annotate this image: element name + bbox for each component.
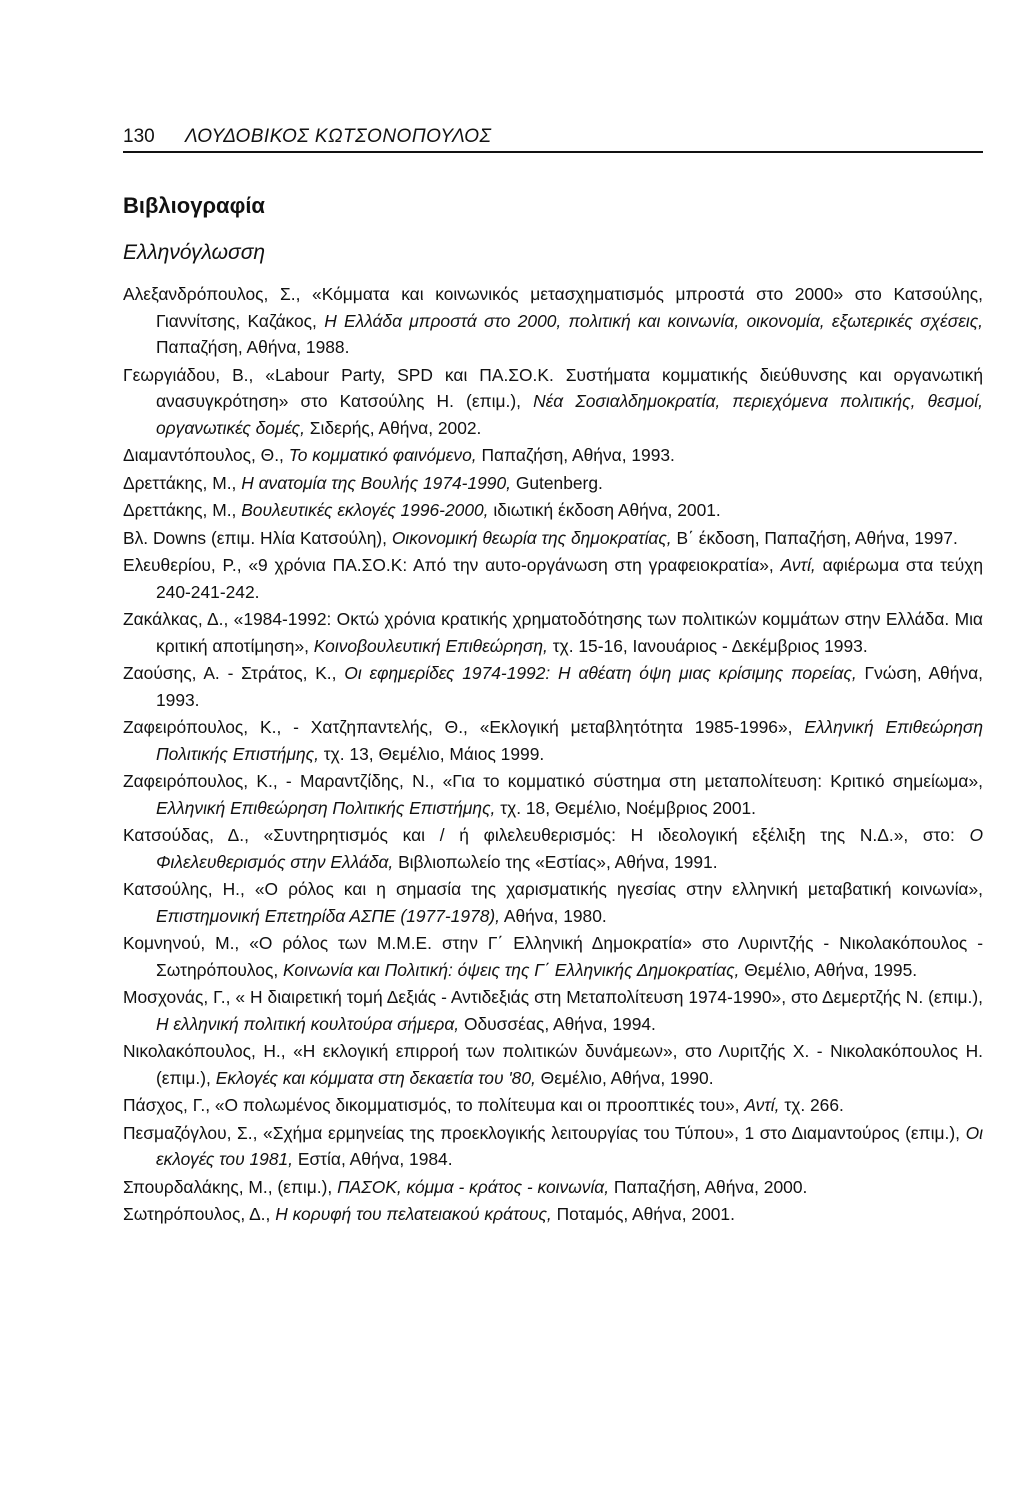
entry-title-italic: Νέα Σοσιαλδημοκρατία, περιεχόμενα πολιτικής, θεσμοί, οργανωτικές δομές, [156, 391, 983, 438]
entry-text: Εστία, Αθήνα, 1984. [293, 1149, 453, 1169]
entry-text: Γνώση, Αθήνα, 1993. [156, 663, 983, 710]
entry-title-italic: Το κομματικό φαινόμενο, [288, 445, 477, 465]
entry-text: Κατσούδας, Δ., «Συντηρητισμός και / ή φιλελευθερισμός: Η ιδεολογική εξέλιξη της Ν.Δ.», στο: [123, 825, 970, 845]
bibliography-list [123, 281, 983, 1228]
entry-text: Πάσχος, Γ., «Ο πολωμένος δικομματισμός, το πολίτευμα και οι προοπτικές του», [123, 1095, 745, 1115]
entry-title-italic: Η Ελλάδα μπροστά στο 2000, πολιτική και κοινωνία, οικονομία, εξωτερικές σχέσεις, [324, 310, 983, 331]
entry-title-italic: Ελληνική Επιθεώρηση Πολιτικής Επιστήμης, [156, 797, 496, 818]
bibliography-entry-e08 [123, 606, 983, 659]
entry-text: Θεμέλιο, Αθήνα, 1990. [535, 1067, 714, 1088]
entry-title-italic: Ο Φιλελευθερισμός στην Ελλάδα, [156, 825, 983, 872]
bibliography-entry-e17 [123, 1092, 983, 1119]
entry-text: Αθήνα, 1980. [499, 905, 607, 926]
bibliography-entry-e13 [123, 876, 983, 929]
entry-text: Σπουρδαλάκης, Μ., (επιμ.), [123, 1176, 338, 1197]
bibliography-entry-e03 [123, 442, 983, 469]
entry-text: Ζαφειρόπουλος, Κ., - Χατζηπαντελής, Θ., «Εκλογική μεταβλητότητα 1985-1996», [123, 717, 805, 737]
entry-text: τχ. 13, Θεμέλιο, Μάιος 1999. [318, 743, 545, 764]
bibliography-entry-e19 [123, 1174, 983, 1201]
entry-text: τχ. 15-16, Ιανουάριος - Δεκέμβριος 1993. [547, 635, 868, 656]
entry-title-italic: Επιστημονική Επετηρίδα ΑΣΠΕ (1977-1978), [156, 905, 500, 926]
bibliography-entry-e16 [123, 1038, 983, 1091]
entry-text: Ελευθερίου, Ρ., «9 χρόνια ΠΑ.ΣΟ.Κ: Από την αυτο-οργάνωση στη γραφειοκρατία», [123, 555, 781, 575]
entry-text: Δρεττάκης, Μ., [123, 500, 242, 520]
entry-title-italic: Η ανατομία της Βουλής 1974-1990, [241, 472, 511, 493]
entry-text: τχ. 18, Θεμέλιο, Νοέμβριος 2001. [495, 797, 756, 818]
running-head-author: ΛΟΥΔΟΒΙΚΟΣ ΚΩΤΣΟΝΟΠΟΥΛΟΣ [185, 126, 492, 147]
entry-text: Β΄ έκδοση, Παπαζήση, Αθήνα, 1997. [671, 527, 958, 548]
bibliography-entry-e05 [123, 497, 983, 524]
bibliography-entry-e12 [123, 822, 983, 875]
bibliography-entry-e06 [123, 525, 983, 552]
bibliography-entry-e20 [123, 1201, 983, 1228]
entry-text: Αλεξανδρόπουλος, Σ., «Κόμματα και κοινωνικός μετασχηματισμός μπροστά στο 2000» στο Κατσούλης, Γιαννίτσης, Καζάκος, [123, 284, 983, 331]
entry-text: Κομνηνού, Μ., «Ο ρόλος των Μ.Μ.Ε. στην Γ΄ Ελληνική Δημοκρατία» στο Λυριντζής - Νικολακόπουλος - Σωτηρόπουλος, [123, 933, 983, 980]
page-number: 130 [123, 126, 155, 147]
entry-text: Βλ. Downs (επιμ. Ηλία Κατσούλη), [123, 527, 392, 548]
bibliography-entry-e15 [123, 984, 983, 1037]
entry-text: Σωτηρόπουλος, Δ., [123, 1204, 276, 1224]
entry-text: Παπαζήση, Αθήνα, 1993. [476, 445, 675, 465]
entry-text: αφιέρωμα στα τεύχη 240-241-242. [156, 555, 983, 602]
entry-title-italic: Οικονομική θεωρία της δημοκρατίας, [391, 527, 672, 548]
entry-title-italic: Ελληνική Επιθεώρηση Πολιτικής Επιστήμης, [156, 717, 984, 764]
bibliography-entry-e01 [123, 281, 983, 361]
entry-title-italic: Η κορυφή του πελατειακού κράτους, [275, 1204, 552, 1224]
entry-text: Οδυσσέας, Αθήνα, 1994. [459, 1013, 656, 1034]
entry-text: Παπαζήση, Αθήνα, 2000. [609, 1176, 808, 1197]
bibliography-entry-e02 [123, 362, 983, 442]
entry-text: Βιβλιοπωλείο της «Εστίας», Αθήνα, 1991. [393, 851, 718, 872]
entry-title-italic: Κοινοβουλευτική Επιθεώρηση, [313, 635, 548, 656]
entry-text: Θεμέλιο, Αθήνα, 1995. [739, 959, 918, 980]
entry-text: Πεσμαζόγλου, Σ., «Σχήμα ερμηνείας της προεκλογικής λειτουργίας του Τύπου», 1 στο Διαμαντούρος (επιμ.), [123, 1122, 966, 1143]
entry-text: Ζαφειρόπουλος, Κ., - Μαραντζίδης, Ν., «Για το κομματικό σύστημα στη μεταπολίτευση: Κριτικό σημείωμα», [123, 771, 983, 791]
running-head [123, 126, 983, 153]
entry-text: Ζαούσης, Α. - Στράτος, Κ., [123, 663, 345, 683]
entry-title-italic: Αντί, [780, 555, 816, 575]
entry-title-italic: Οι εφημερίδες 1974-1992: Η αθέατη όψη μιας κρίσιμης πορείας, [344, 663, 857, 683]
entry-text: ιδιωτική έκδοση Αθήνα, 2001. [488, 500, 721, 520]
bibliography-entry-e07 [123, 552, 983, 605]
entry-text: τχ. 266. [779, 1095, 844, 1115]
entry-title-italic: Η ελληνική πολιτική κουλτούρα σήμερα, [156, 1013, 460, 1034]
entry-title-italic: Οι εκλογές του 1981, [156, 1122, 983, 1169]
book-page [123, 126, 983, 1229]
bibliography-entry-e14 [123, 930, 983, 983]
bibliography-entry-e04 [123, 470, 983, 497]
entry-text: Gutenberg. [510, 472, 603, 493]
bibliography-entry-e18 [123, 1120, 983, 1173]
entry-text: Ποταμός, Αθήνα, 2001. [551, 1204, 735, 1224]
entry-title-italic: Αντί, [744, 1095, 780, 1115]
bibliography-entry-e09 [123, 660, 983, 713]
entry-text: Μοσχονάς, Γ., « Η διαιρετική τομή Δεξιάς - Αντιδεξιάς στη Μεταπολίτευση 1974-1990», στο Δεμερτζής Ν. (επιμ.), [123, 987, 983, 1007]
section-title: Βιβλιογραφία [123, 193, 265, 218]
entry-text: Διαμαντόπουλος, Θ., [123, 445, 289, 465]
entry-title-italic: ΠΑΣΟΚ, κόμμα - κράτος - κοινωνία, [337, 1176, 610, 1197]
entry-text: Παπαζήση, Αθήνα, 1988. [156, 337, 350, 357]
entry-title-italic: Βουλευτικές εκλογές 1996-2000, [241, 500, 489, 520]
entry-text: Νικολακόπουλος, Η., «Η εκλογική επιρροή των πολιτικών δυνάμεων», στο Λυριτζής Χ. - Νικολακόπουλος Η.(επιμ.), [123, 1041, 983, 1088]
entry-title-italic: Εκλογές και κόμματα στη δεκαετία του '80, [215, 1067, 536, 1088]
entry-text: Σιδερής, Αθήνα, 2002. [304, 417, 482, 438]
entry-text: Ζακάλκας, Δ., «1984-1992: Οκτώ χρόνια κρατικής χρηματοδότησης των πολιτικών κομμάτων στην Ελλάδα. Μια κριτική αποτίμηση», [123, 609, 983, 656]
entry-text: Κατσούλης, Η., «Ο ρόλος και η σημασία της χαρισματικής ηγεσίας στην ελληνική μεταβατική κοινωνία», [123, 879, 983, 899]
entry-text: Δρεττάκης, Μ., [123, 472, 242, 493]
entry-text: Γεωργιάδου, Β., «Labour Party, SPD και ΠΑ.ΣΟ.Κ. Συστήματα κομματικής διεύθυνσης και οργανωτική ανασυγκρότηση» στο Κατσούλης Η. (επιμ.), [123, 364, 983, 411]
bibliography-entry-e10 [123, 714, 983, 767]
entry-title-italic: Κοινωνία και Πολιτική: όψεις της Γ΄ Ελληνικής Δημοκρατίας, [283, 959, 740, 980]
bibliography-entry-e11 [123, 768, 983, 821]
subsection-title: Ελληνόγλωσση [123, 241, 266, 264]
